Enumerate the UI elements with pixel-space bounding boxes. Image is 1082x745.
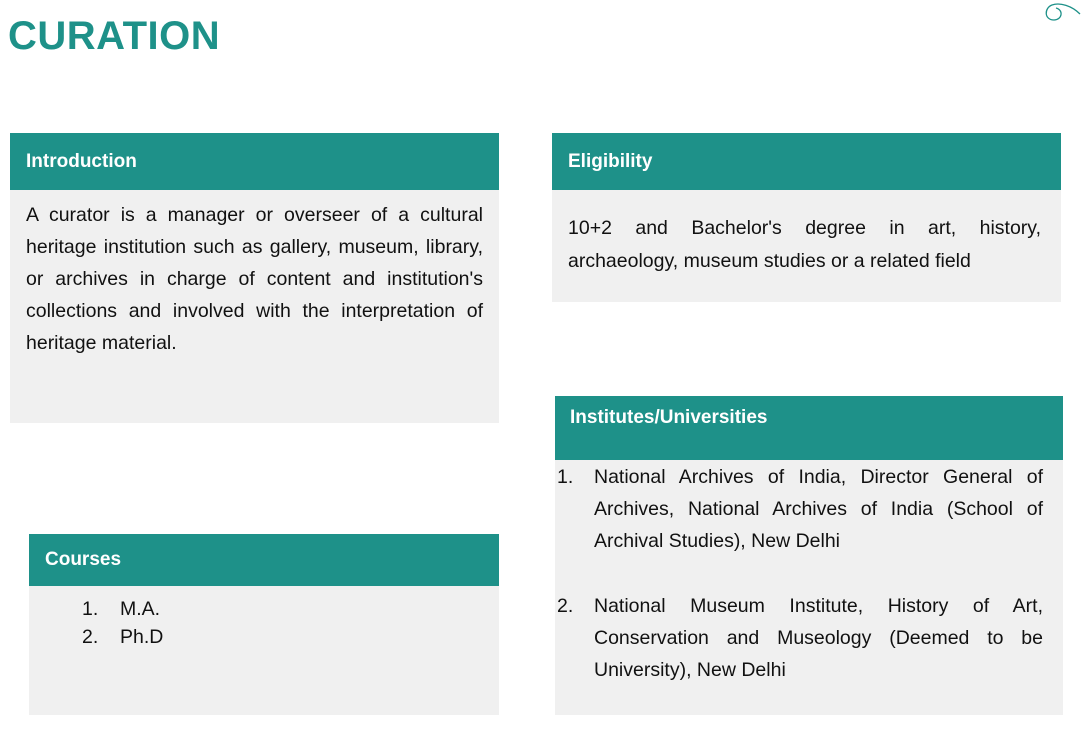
institutes-list [555, 460, 1063, 686]
list-text: National Museum Institute, History of Art, Conservation and Museology (Deemed to be University), New Delhi [594, 595, 1043, 681]
introduction-card [10, 133, 499, 423]
courses-card [29, 534, 499, 715]
eligibility-text: 10+2 and Bachelor's degree in art, history, archaeology, museum studies or a related field [568, 217, 1041, 272]
list-number: 1. [557, 466, 574, 488]
list-number: 1. [82, 598, 99, 620]
list-text: Ph.D [120, 626, 164, 648]
list-number: 2. [557, 595, 574, 617]
page-title: CURATION [8, 14, 221, 58]
list-item [82, 623, 499, 651]
courses-list [29, 586, 499, 651]
introduction-text: A curator is a manager or overseer of a cultural heritage institution such as gallery, museum, library, or archives in charge of content and institution's collections and involved with the interpretation of heritage material. [26, 204, 483, 354]
introduction-heading: Introduction [10, 133, 499, 190]
list-text: M.A. [120, 598, 161, 620]
list-text: National Archives of India, Director General of Archives, National Archives of India (School of Archival Studies), New Delhi [594, 466, 1043, 552]
list-item [82, 595, 499, 623]
list-number: 2. [82, 626, 99, 648]
swirl-ornament-icon [1022, 0, 1082, 30]
courses-heading: Courses [29, 534, 499, 586]
institutes-card [555, 396, 1063, 715]
list-item [557, 590, 1043, 686]
eligibility-heading: Eligibility [552, 133, 1061, 190]
institutes-heading: Institutes/Universities [555, 396, 1063, 460]
list-item [557, 461, 1043, 557]
eligibility-card [552, 133, 1061, 302]
